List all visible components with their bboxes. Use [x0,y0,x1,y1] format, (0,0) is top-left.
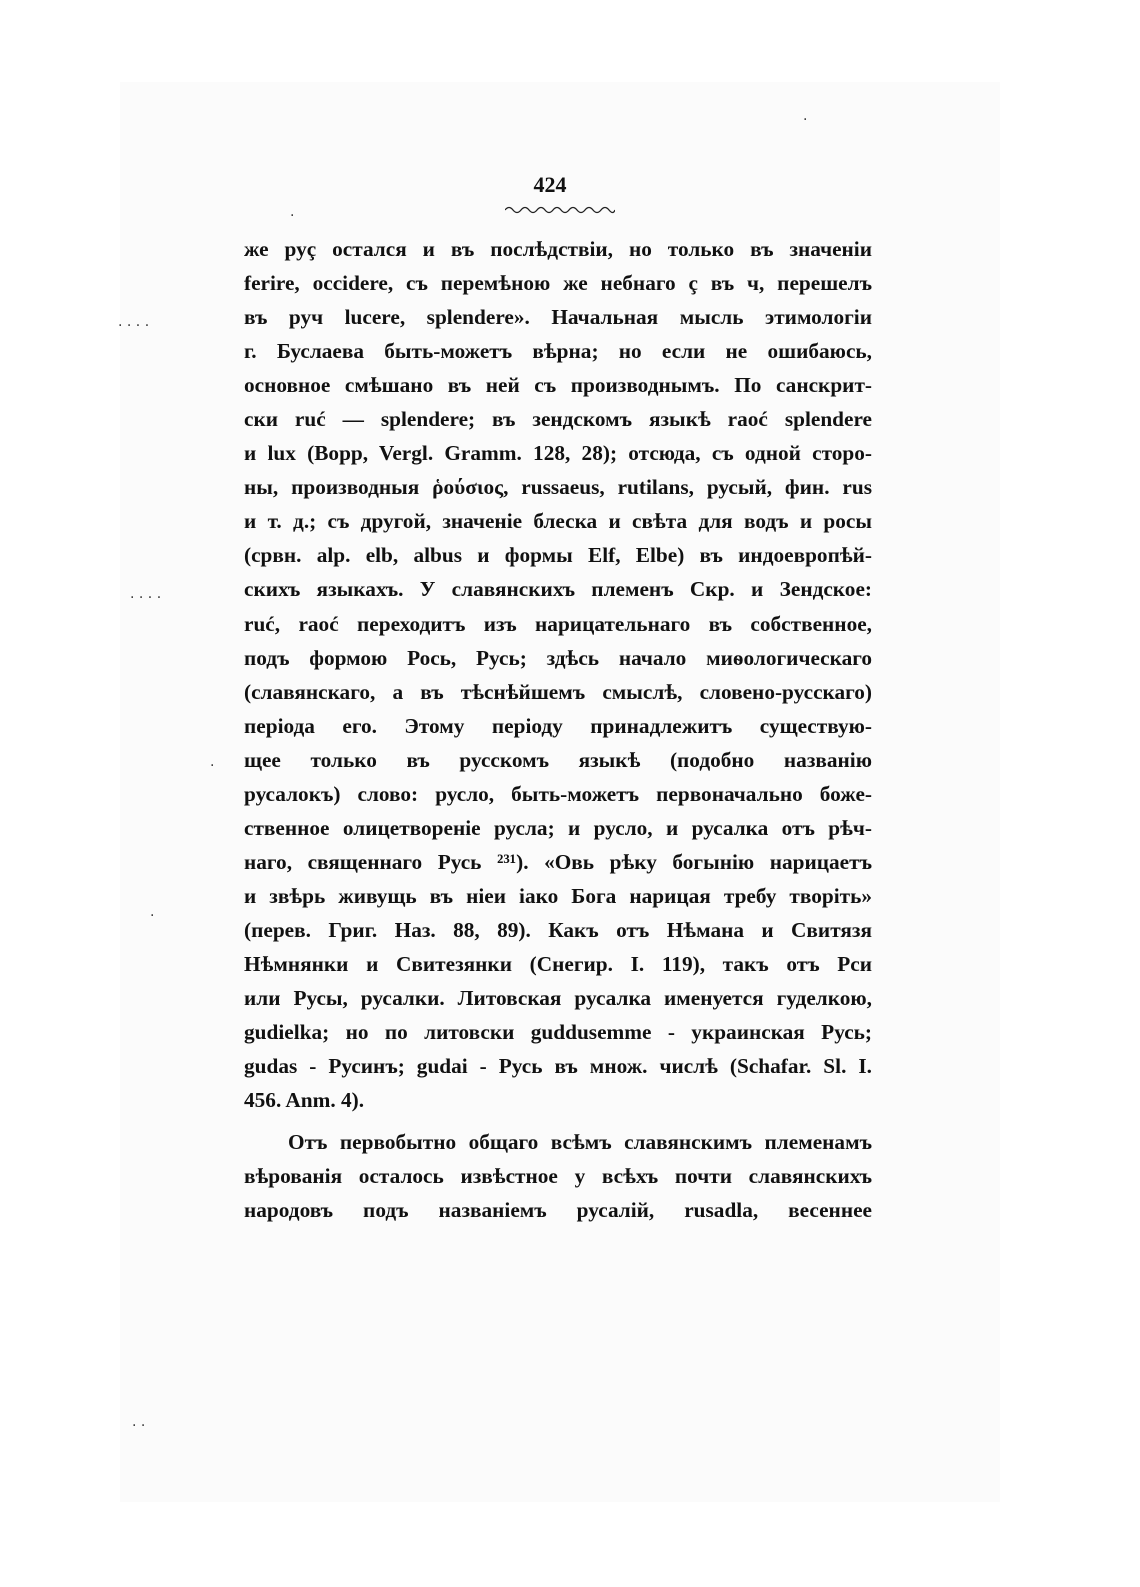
text-line: г. Буслаева быть-можетъ вѣрна; но если не ошибаюсь, [244,339,872,364]
text-line: или Русы, русалки. Литовская русалка именуется гуделкою, [244,986,872,1011]
text-line: народовъ подъ названіемъ русалій, rusadla, весеннее [244,1198,872,1223]
text-line: (срвн. alp. elb, albus и формы Elf, Elbe) въ индоевропѣй- [244,543,872,568]
text-line: ственное олицетвореніе русла; и русло, и русалка отъ рѣч- [244,815,872,840]
text-line: русалокъ) слово: русло, быть-можетъ первоначально боже- [244,781,872,806]
text-line: (славянскаго, а въ тѣснѣйшемъ смыслѣ, словено-русскаго) [244,679,872,704]
text-line: періода его. Этому періоду принадлежитъ существую- [244,713,872,738]
text-line: щее только въ русскомъ языкѣ (подобно названію [244,747,872,772]
margin-speck: · [150,908,155,924]
text-line: gudielka; но по литовски guddusemme - украинская Русь; [244,1020,872,1045]
text-line: 456. Anm. 4). [244,1088,365,1113]
text-line: подъ формою Рось, Русь; здѣсь начало миѳологическаго [244,645,872,670]
text-line: и lux (Bopp, Vergl. Gramm. 128, 28); отсюда, съ одной сторо- [244,441,872,466]
margin-speck: · [803,112,808,128]
text-line: скихъ языкахъ. У славянскихъ племенъ Скр. и Зендское: [244,577,872,602]
text-line: Нѣмнянки и Свитезянки (Снегир. I. 119), такъ отъ Рси [244,951,872,976]
text-line: ruć, raoć переходитъ изъ нарицательнаго въ собственное, [244,611,872,636]
text-line: и т. д.; съ другой, значеніе блеска и свѣта для водъ и росы [244,509,872,534]
margin-speck: · [290,208,295,224]
text-line: ски ruć — splendere; въ зендскомъ языкѣ raoć splendere [244,407,872,432]
text-line: основное смѣшано въ ней съ производнымъ. По санскрит- [244,373,872,398]
margin-specks: · · [132,1418,146,1434]
text-line: и звѣрь живущь въ ніеи іако Бога нарицая требу творіть» [244,883,872,908]
margin-specks: · · · · [130,590,162,606]
text-line: ferire, occidere, съ перемѣною же небнаго ç въ ч, перешелъ [244,271,872,296]
text-line: Отъ первобытно общаго всѣмъ славянскимъ племенамъ [288,1130,872,1155]
text-line: вѣрованія осталось извѣстное у всѣхъ почти славянскихъ [244,1164,872,1189]
wavy-rule [505,205,615,215]
text-line: ны, производныя ῥούσιος, russaeus, rutilans, русый, фин. rus [244,475,872,500]
body-text [244,232,872,1227]
text-line: же руç остался и въ послѣдствіи, но только въ значеніи [244,237,872,261]
page-number: 424 [533,172,567,197]
margin-specks: · · · · [118,318,150,334]
paragraph-gap [244,1117,872,1125]
text-line: gudas - Русинъ; gudai - Русь въ множ. числѣ (Schafar. Sl. I. [244,1054,872,1079]
margin-speck: · [210,758,215,774]
text-line: наго, священнаго Русь ²³¹). «Овь рѣку богынію нарицаетъ [244,849,872,874]
text-line: (перев. Григ. Наз. 88, 89). Какъ отъ Нѣмана и Свитязя [244,917,872,942]
text-line: въ руч lucere, splendere». Начальная мысль этимологіи [244,305,872,330]
